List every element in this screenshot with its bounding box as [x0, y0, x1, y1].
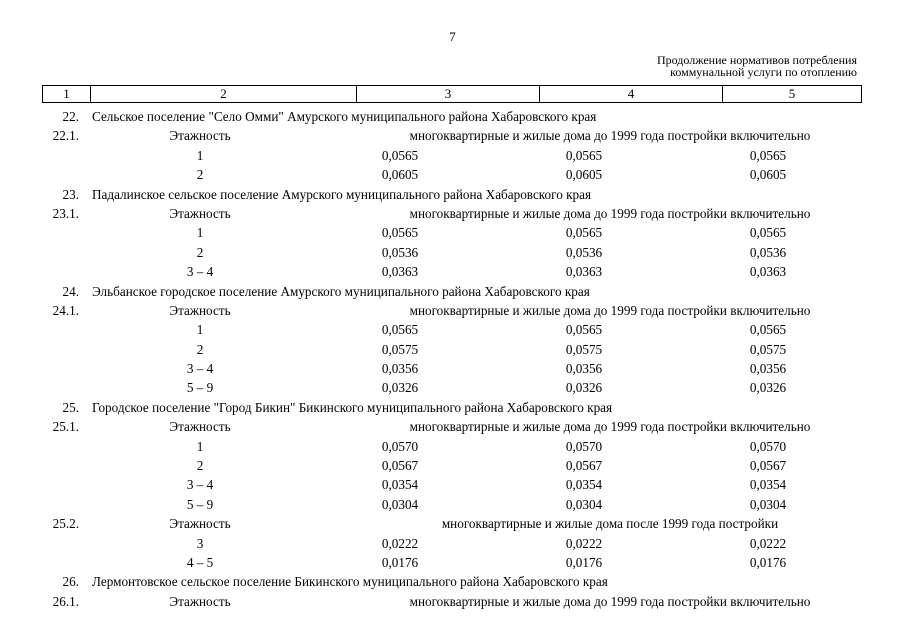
section-title: Падалинское сельское поселение Амурского муниципального района Хабаровского края — [92, 186, 592, 202]
data-row — [0, 553, 905, 572]
floor-count: Этажность — [169, 302, 231, 318]
building-description: многоквартирные и жилые дома до 1999 года постройки включительно — [409, 128, 811, 144]
building-description: многоквартирные и жилые дома до 1999 года постройки включительно — [409, 302, 811, 318]
value-column-3: 0,0222 — [381, 535, 419, 551]
column-header-3: 3 — [357, 86, 540, 103]
data-row — [0, 146, 905, 165]
floor-count: 4 – 5 — [186, 554, 214, 570]
value-column-5: 0,0363 — [749, 264, 787, 280]
row-number: 23. — [62, 186, 79, 202]
floor-count: 1 — [196, 438, 204, 454]
value-column-3: 0,0565 — [381, 147, 419, 163]
data-row — [0, 437, 905, 456]
floor-count: 1 — [196, 147, 204, 163]
data-row — [0, 378, 905, 397]
floor-count: Этажность — [169, 419, 231, 435]
value-column-4: 0,0354 — [565, 477, 603, 493]
value-column-5: 0,0222 — [749, 535, 787, 551]
norms-table-body — [0, 107, 905, 611]
section-title: Городское поселение "Город Бикин" Бикинского муниципального района Хабаровского края — [92, 399, 613, 415]
data-row — [0, 320, 905, 339]
value-column-5: 0,0565 — [749, 147, 787, 163]
value-column-4: 0,0363 — [565, 264, 603, 280]
value-column-3: 0,0363 — [381, 264, 419, 280]
value-column-4: 0,0565 — [565, 225, 603, 241]
floor-count: 3 – 4 — [186, 361, 214, 377]
floor-count: Этажность — [169, 516, 231, 532]
value-column-3: 0,0356 — [381, 361, 419, 377]
section-title: Эльбанское городское поселение Амурского муниципального района Хабаровского края — [92, 283, 590, 299]
value-column-3: 0,0570 — [381, 438, 419, 454]
value-column-4: 0,0565 — [565, 322, 603, 338]
value-column-4: 0,0570 — [565, 438, 603, 454]
value-column-5: 0,0304 — [749, 496, 787, 512]
value-column-3: 0,0565 — [381, 225, 419, 241]
value-column-5: 0,0356 — [749, 361, 787, 377]
page-number: 7 — [449, 29, 456, 44]
floor-count: 2 — [196, 341, 204, 357]
building-description: многоквартирные и жилые дома после 1999 года постройки — [441, 516, 779, 532]
row-number: 24.1. — [52, 302, 79, 318]
value-column-4: 0,0565 — [565, 147, 603, 163]
building-description: многоквартирные и жилые дома до 1999 года постройки включительно — [409, 205, 811, 221]
section-row — [0, 572, 905, 591]
subsection-row — [0, 126, 905, 145]
value-column-4: 0,0304 — [565, 496, 603, 512]
value-column-4: 0,0575 — [565, 341, 603, 357]
value-column-5: 0,0536 — [749, 244, 787, 260]
floor-count: Этажность — [169, 593, 231, 609]
column-header-1: 1 — [43, 86, 91, 103]
row-number: 24. — [62, 283, 79, 299]
column-header-2: 2 — [91, 86, 357, 103]
floor-count: 3 – 4 — [186, 264, 214, 280]
section-row — [0, 282, 905, 301]
row-number: 26.1. — [52, 593, 79, 609]
floor-count: 1 — [196, 322, 204, 338]
value-column-4: 0,0222 — [565, 535, 603, 551]
row-number: 25.2. — [52, 516, 79, 532]
floor-count: 1 — [196, 225, 204, 241]
value-column-3: 0,0567 — [381, 458, 419, 474]
value-column-3: 0,0575 — [381, 341, 419, 357]
subsection-row — [0, 301, 905, 320]
section-row — [0, 398, 905, 417]
value-column-3: 0,0354 — [381, 477, 419, 493]
floor-count: 2 — [196, 167, 204, 183]
floor-count: 2 — [196, 458, 204, 474]
subsection-row — [0, 514, 905, 533]
floor-count: 3 – 4 — [186, 477, 214, 493]
row-number: 26. — [62, 574, 79, 590]
row-number: 25. — [62, 399, 79, 415]
value-column-3: 0,0605 — [381, 167, 419, 183]
floor-count: Этажность — [169, 128, 231, 144]
value-column-5: 0,0326 — [749, 380, 787, 396]
value-column-4: 0,0356 — [565, 361, 603, 377]
floor-count: 2 — [196, 244, 204, 260]
value-column-4: 0,0326 — [565, 380, 603, 396]
value-column-3: 0,0536 — [381, 244, 419, 260]
column-header-5: 5 — [723, 86, 862, 103]
row-number: 22.1. — [52, 128, 79, 144]
value-column-4: 0,0605 — [565, 167, 603, 183]
data-row — [0, 165, 905, 184]
value-column-5: 0,0176 — [749, 554, 787, 570]
table-caption — [657, 54, 857, 78]
value-column-5: 0,0570 — [749, 438, 787, 454]
subsection-row — [0, 204, 905, 223]
column-number-header — [42, 85, 862, 103]
row-number: 25.1. — [52, 419, 79, 435]
data-row — [0, 359, 905, 378]
value-column-3: 0,0176 — [381, 554, 419, 570]
data-row — [0, 243, 905, 262]
building-description: многоквартирные и жилые дома до 1999 года постройки включительно — [409, 419, 811, 435]
data-row — [0, 456, 905, 475]
row-number: 23.1. — [52, 205, 79, 221]
column-header-4: 4 — [540, 86, 723, 103]
value-column-5: 0,0605 — [749, 167, 787, 183]
section-title: Лермонтовское сельское поселение Бикинского муниципального района Хабаровского края — [92, 574, 608, 590]
floor-count: 3 — [196, 535, 204, 551]
data-row — [0, 534, 905, 553]
caption-line-2: коммунальной услуги по отоплению — [670, 65, 857, 79]
value-column-5: 0,0567 — [749, 458, 787, 474]
subsection-row — [0, 592, 905, 611]
value-column-4: 0,0567 — [565, 458, 603, 474]
value-column-5: 0,0565 — [749, 322, 787, 338]
value-column-4: 0,0176 — [565, 554, 603, 570]
floor-count: Этажность — [169, 205, 231, 221]
value-column-3: 0,0565 — [381, 322, 419, 338]
caption-line-1: Продолжение нормативов потребления — [656, 53, 857, 67]
section-title: Сельское поселение "Село Омми" Амурского муниципального района Хабаровского края — [92, 109, 597, 124]
building-description: многоквартирные и жилые дома до 1999 года постройки включительно — [409, 593, 811, 609]
value-column-5: 0,0575 — [749, 341, 787, 357]
data-row — [0, 262, 905, 281]
section-row — [0, 185, 905, 204]
value-column-3: 0,0326 — [381, 380, 419, 396]
data-row — [0, 340, 905, 359]
section-row — [0, 107, 905, 126]
value-column-4: 0,0536 — [565, 244, 603, 260]
floor-count: 5 – 9 — [186, 380, 214, 396]
floor-count: 5 – 9 — [186, 496, 214, 512]
row-number: 22. — [62, 109, 79, 124]
value-column-5: 0,0354 — [749, 477, 787, 493]
data-row — [0, 475, 905, 494]
data-row — [0, 223, 905, 242]
value-column-5: 0,0565 — [749, 225, 787, 241]
subsection-row — [0, 417, 905, 436]
data-row — [0, 495, 905, 514]
value-column-3: 0,0304 — [381, 496, 419, 512]
